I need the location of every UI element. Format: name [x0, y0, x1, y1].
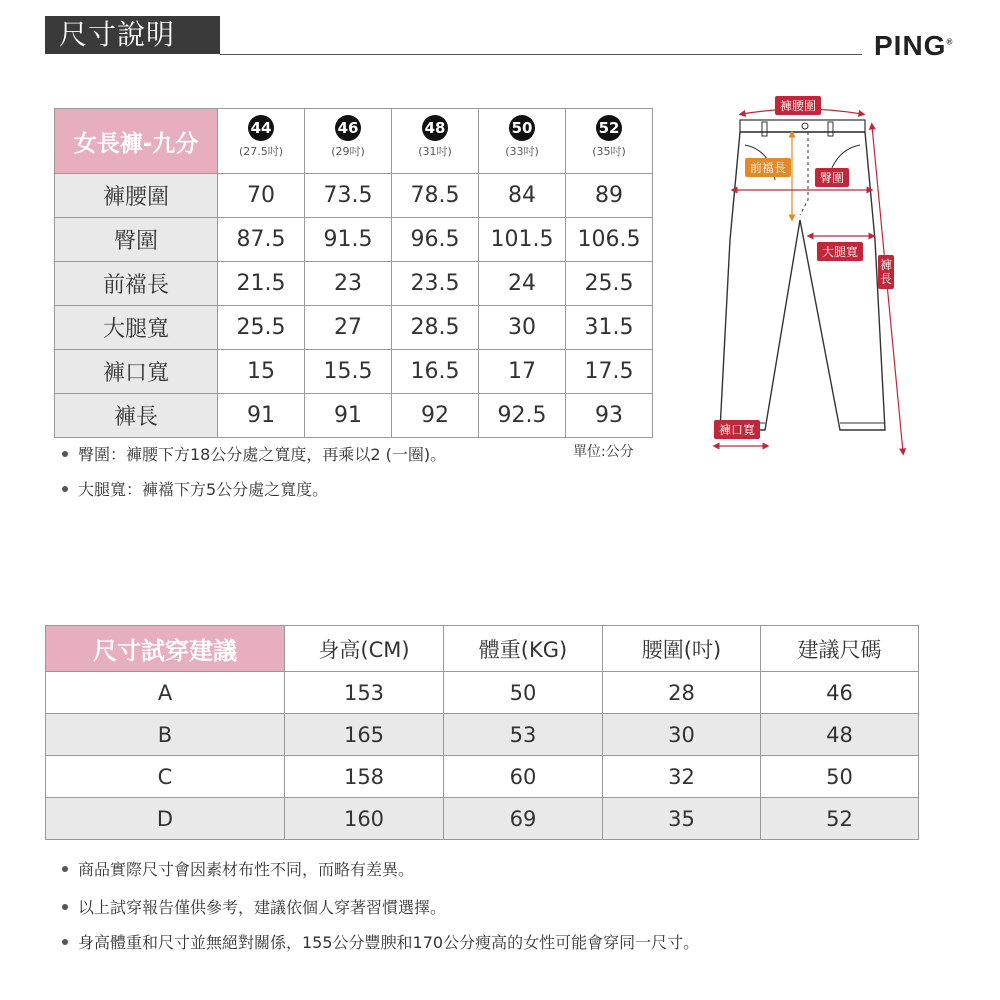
table-row [55, 174, 653, 218]
table-cell: 70 [218, 174, 305, 218]
table-row [55, 262, 653, 306]
column-header: 建議尺碼 [761, 626, 919, 672]
size-badge: 48 [422, 115, 448, 141]
brand-logo [874, 30, 953, 62]
table-row [55, 218, 653, 262]
table-cell: 17.5 [566, 350, 653, 394]
bullet-icon [62, 486, 68, 492]
table-cell: 32 [603, 756, 761, 798]
table-row [46, 756, 919, 798]
table-cell: 15.5 [305, 350, 392, 394]
table-cell: 15 [218, 350, 305, 394]
size-inch: (31吋) [418, 145, 452, 158]
column-header: 腰圍(吋) [603, 626, 761, 672]
label-length: 褲長 [878, 255, 894, 289]
table-row [55, 306, 653, 350]
table-cell: 92.5 [479, 394, 566, 438]
size-inch: (29吋) [331, 145, 365, 158]
table-cell: 69 [444, 798, 603, 840]
bullet-icon [62, 451, 68, 457]
label-hem: 褲口寬 [714, 420, 760, 439]
table-cell: 23 [305, 262, 392, 306]
table-cell: 60 [444, 756, 603, 798]
size-table [54, 108, 653, 438]
table-cell: 27 [305, 306, 392, 350]
label-front-rise: 前襠長 [745, 158, 791, 177]
size-header [566, 109, 653, 174]
table-cell: 30 [603, 714, 761, 756]
row-label: 褲口寬 [55, 350, 218, 394]
table-cell: 91.5 [305, 218, 392, 262]
table-cell: 21.5 [218, 262, 305, 306]
brand-name: PING [874, 30, 947, 61]
table-cell: 25.5 [566, 262, 653, 306]
table-cell: 48 [761, 714, 919, 756]
table-row [46, 672, 919, 714]
size-inch: (27.5吋) [238, 145, 284, 158]
label-waist: 褲腰圍 [775, 96, 821, 115]
header-divider [220, 54, 862, 55]
size-badge: 50 [509, 115, 535, 141]
row-label: D [46, 798, 285, 840]
row-label: C [46, 756, 285, 798]
registered-mark-icon: ® [946, 37, 954, 47]
table-cell: 91 [218, 394, 305, 438]
size-table-corner: 女長褲-九分 [55, 109, 218, 174]
note-text: 大腿寬：褲襠下方5公分處之寬度。 [78, 480, 329, 499]
footer-note [62, 930, 699, 953]
table-cell: 84 [479, 174, 566, 218]
note-text: 商品實際尺寸會因素材布性不同，而略有差異。 [78, 860, 415, 879]
table-cell: 73.5 [305, 174, 392, 218]
size-inch: (33吋) [505, 145, 539, 158]
note-thigh [62, 477, 328, 500]
table-cell: 101.5 [479, 218, 566, 262]
size-header [479, 109, 566, 174]
table-cell: 35 [603, 798, 761, 840]
row-label: A [46, 672, 285, 714]
row-label: 褲長 [55, 394, 218, 438]
table-cell: 92 [392, 394, 479, 438]
table-row [55, 350, 653, 394]
table-cell: 23.5 [392, 262, 479, 306]
table-cell: 24 [479, 262, 566, 306]
table-cell: 17 [479, 350, 566, 394]
table-cell: 50 [444, 672, 603, 714]
fit-table-corner: 尺寸試穿建議 [46, 626, 285, 672]
note-text: 臀圍：褲腰下方18公分處之寬度，再乘以2 (一圈)。 [78, 445, 447, 464]
table-cell: 153 [285, 672, 444, 714]
table-cell: 93 [566, 394, 653, 438]
row-label: 褲腰圍 [55, 174, 218, 218]
table-cell: 165 [285, 714, 444, 756]
unit-label: 單位:公分 [573, 444, 634, 460]
table-cell: 50 [761, 756, 919, 798]
table-cell: 52 [761, 798, 919, 840]
column-header: 體重(KG) [444, 626, 603, 672]
table-cell: 28.5 [392, 306, 479, 350]
table-cell: 28 [603, 672, 761, 714]
table-cell: 25.5 [218, 306, 305, 350]
table-cell: 53 [444, 714, 603, 756]
table-cell: 89 [566, 174, 653, 218]
bullet-icon [62, 939, 68, 945]
row-label: B [46, 714, 285, 756]
table-cell: 91 [305, 394, 392, 438]
column-header: 身高(CM) [285, 626, 444, 672]
size-header [392, 109, 479, 174]
footer-note [62, 857, 414, 880]
note-text: 以上試穿報告僅供參考，建議依個人穿著習慣選擇。 [78, 898, 447, 917]
row-label: 大腿寬 [55, 306, 218, 350]
row-label: 臀圍 [55, 218, 218, 262]
label-thigh: 大腿寬 [817, 242, 863, 261]
table-cell: 160 [285, 798, 444, 840]
size-badge: 52 [596, 115, 622, 141]
table-row [46, 714, 919, 756]
pants-diagram [700, 90, 915, 460]
size-badge: 46 [335, 115, 361, 141]
size-inch: (35吋) [592, 145, 626, 158]
row-label: 前襠長 [55, 262, 218, 306]
table-cell: 78.5 [392, 174, 479, 218]
table-cell: 87.5 [218, 218, 305, 262]
table-row [46, 798, 919, 840]
bullet-icon [62, 904, 68, 910]
footer-note [62, 895, 446, 918]
size-header [305, 109, 392, 174]
note-text: 身高體重和尺寸並無絕對關係，155公分豐腴和170公分瘦高的女性可能會穿同一尺寸。 [78, 933, 700, 952]
table-cell: 31.5 [566, 306, 653, 350]
table-cell: 16.5 [392, 350, 479, 394]
table-cell: 158 [285, 756, 444, 798]
page-title: 尺寸說明 [45, 16, 220, 54]
size-header [218, 109, 305, 174]
table-cell: 46 [761, 672, 919, 714]
size-badge: 44 [248, 115, 274, 141]
note-hip [62, 442, 446, 465]
table-cell: 106.5 [566, 218, 653, 262]
table-cell: 30 [479, 306, 566, 350]
table-cell: 96.5 [392, 218, 479, 262]
fit-table [45, 625, 919, 840]
label-hip: 臀圍 [815, 168, 849, 187]
table-row [55, 394, 653, 438]
bullet-icon [62, 866, 68, 872]
